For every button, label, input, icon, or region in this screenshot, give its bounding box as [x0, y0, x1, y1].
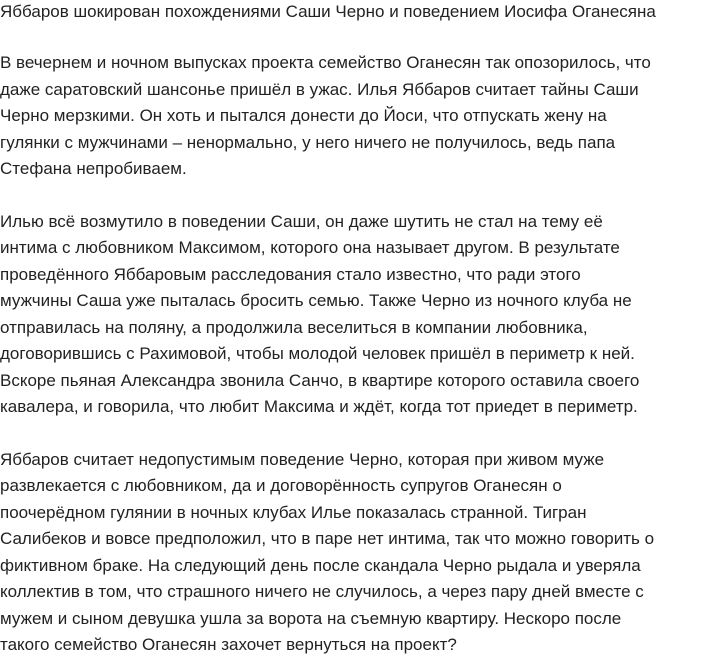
paragraph-line: кавалера, и говорила, что любит Максима и ждёт, когда тот приедет в периметр.	[0, 397, 638, 416]
paragraph-line: даже саратовский шансонье пришёл в ужас. Илья Яббаров считает тайны Саши	[0, 79, 639, 99]
paragraph-line: коллектив в том, что страшного ничего не случилось, а через пару дней вместе с	[0, 582, 644, 601]
article-paragraph-3	[0, 447, 710, 659]
paragraph-line: поочерёдном гулянии в ночных клубах Илье показалась странной. Тигран	[0, 502, 587, 522]
article-title: Яббаров шокирован похождениями Саши Черно и поведением Иосифа Оганесяна	[0, 2, 656, 21]
paragraph-line: Салибеков и вовсе предположил, что в паре нет интима, так что можно говорить о	[0, 529, 655, 548]
paragraph-line: такого семейство Оганесян захочет вернуться на проект?	[0, 635, 457, 654]
paragraph-line: Илью всё возмутило в поведении Саши, он даже шутить не стал на тему её	[0, 211, 603, 231]
paragraph-line: отправилась на поляну, а продолжила веселиться в компании любовника,	[0, 317, 588, 337]
paragraph-line: развлекается с любовником, да и договорённость супругов Оганесян о	[0, 476, 562, 495]
paragraph-line: гулянки с мужчинами – ненормально, у него ничего не получилось, ведь папа	[0, 132, 616, 152]
paragraph-line: Стефана непробиваем.	[0, 159, 187, 178]
paragraph-line: фиктивном браке. На следующий день после скандала Черно рыдала и уверяла	[0, 555, 641, 575]
paragraph-line: мужем и сыном девушка ушла за ворота на съемную квартиру. Нескоро после	[0, 608, 622, 628]
article-paragraph-1	[0, 50, 710, 183]
paragraph-line: Вскоре пьяная Александра звонила Санчо, в квартире которого оставила своего	[0, 370, 640, 390]
paragraph-line: мужчины Саша уже пыталась бросить семью. Также Черно из ночного клуба не	[0, 291, 632, 310]
paragraph-line: интима с любовником Максимом, которого она называет другом. В результате	[0, 238, 620, 257]
paragraph-line: договорившись с Рахимовой, чтобы молодой человек пришёл в периметр к ней.	[0, 344, 635, 363]
paragraph-line: В вечернем и ночном выпусках проекта семейство Оганесян так опозорилось, что	[0, 53, 651, 72]
paragraph-line: Яббаров считает недопустимым поведение Черно, которая при живом муже	[0, 449, 605, 469]
article-paragraph-2	[0, 209, 710, 421]
paragraph-line: Черно мерзкими. Он хоть и пытался донести до Йоси, что отпускать жену на	[0, 106, 607, 125]
paragraph-line: проведённого Яббаровым расследования стало известно, что ради этого	[0, 264, 581, 284]
